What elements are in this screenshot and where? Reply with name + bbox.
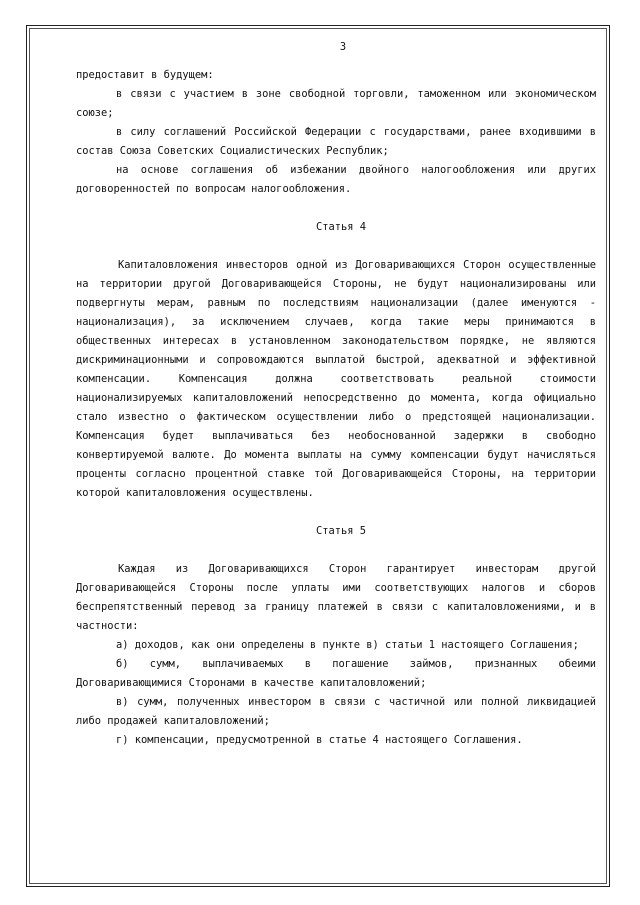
intro-item-3: на основе соглашения об избежании двойного налогообложения или других договоренностей по вопросам налогообложения. [76, 164, 596, 195]
article-5-item-b: б) сумм, выплачиваемых в погашение займов, признанных обеими Договаривающимися Сторонами в качестве капиталовложений; [76, 658, 596, 689]
article-4-text: Капиталовложения инвесторов одной из Договаривающихся Сторон осуществленные на территории другой Договаривающейся Стороны, не будут национализированы или подвергнуты мерам, равным по последствиям национализации (далее именуются - национализация), за исключением случаев, когда такие меры принимаются в общественных интересах в установленном законодательством порядке, не являются дискриминационными и сопровождаются выплатой быстрой, адекватной и эффективной компенсации. Компенсация должна соответствовать реальной стоимости национализируемых капиталовложений непосредственно до момента, когда официально стало известно о фактическом осуществлении либо о предстоящей национализации. Компенсация будет выплачиваться без необоснованной задержки в свободно конвертируемой валюте. До момента выплаты на сумму компенсации будут начисляться проценты согласно процентной ставке той Договаривающейся Стороны, на территории которой капиталовложения осуществлены. [76, 259, 596, 499]
article-4-heading: Статья 4 [315, 221, 367, 233]
article-5-item-a: а) доходов, как они определены в пункте в) статьи 1 настоящего Соглашения; [116, 639, 579, 651]
page-number: 3 [339, 41, 347, 53]
document-page [76, 38, 596, 750]
intro-item-1: в связи с участием в зоне свободной торговли, таможенном или экономическом союзе; [76, 88, 596, 119]
article-5-item-d: г) компенсации, предусмотренной в статье 4 настоящего Соглашения. [116, 734, 523, 746]
article-5-text: Каждая из Договаривающихся Сторон гарантирует инвесторам другой Договаривающейся Стороны после уплаты ими соответствующих налогов и сборов беспрепятственный перевод за границу платежей в связи с капиталовложениями, и в частности: [76, 563, 596, 632]
article-5-heading: Статья 5 [315, 525, 367, 537]
intro-line: предоставит в будущем: [76, 69, 214, 81]
intro-item-2: в силу соглашений Российской Федерации с государствами, ранее входившими в состав Союза Советских Социалистических Республик; [76, 126, 596, 157]
article-5-item-c: в) сумм, полученных инвестором в связи с частичной или полной ликвидацией либо продажей капиталовложений; [76, 696, 596, 727]
